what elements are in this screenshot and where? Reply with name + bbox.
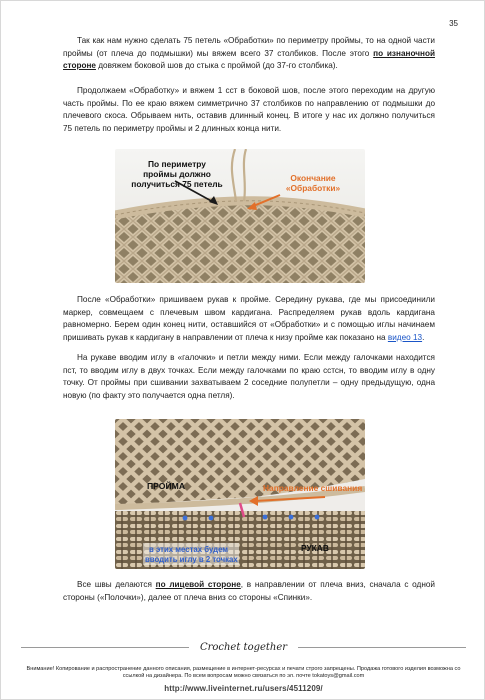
- paragraph-1-text-a: Так как нам нужно сделать 75 петель «Обработки» по периметру проймы, то на одной части проймы (от плеча до подмышки) мы вяжем всего 37 столбиков. После этого: [63, 36, 435, 58]
- svg-text:«Обработки»: [286, 183, 341, 193]
- photo2-label-proyma: ПРОЙМА: [147, 481, 186, 491]
- paragraph-1-underlined: по изнаночной стороне: [63, 48, 435, 71]
- svg-text:вводить иглу в 2 точках: [145, 555, 238, 564]
- paragraph-2: [63, 85, 435, 135]
- page-number: 35: [449, 19, 458, 28]
- paragraph-5-underlined: по лицевой стороне: [155, 580, 241, 589]
- photo1-label-left-3: получиться 75 петель: [131, 179, 223, 189]
- photo1-label-left-1: По периметру: [148, 159, 206, 169]
- photo-armhole-edging: [115, 149, 365, 283]
- video-13-link[interactable]: видео 13: [387, 332, 423, 342]
- paragraph-3-text-a: После «Обработки» пришиваем рукав к пройме. Середину рукава, где мы присоединили маркер, совмещаем с плечевым швом кардигана. Распределяем рукав вдоль кардигана равномерно. Берем один конец нити, оставшийся от «Обработки» и с помощью иглы начинаем пришивать рукав к кардигану в направлении от плеча к низу пройме как показано на: [63, 295, 435, 342]
- svg-text:получиться 75 петель: [131, 179, 222, 189]
- photo1-label-right-2: «Обработки»: [285, 183, 341, 193]
- svg-text:в этих местах будем: [149, 545, 228, 554]
- paragraph-2-text: Продолжаем «Обработку» и вяжем 1 сст в боковой шов, после этого переходим на другую часть проймы. По ее краю вяжем симметрично 37 столбиков по направлению от подмышки до плечевого скоса. Обрываем нить, оставив длинный конец. В итоге у нас их должно получиться 75 петель по периметру проймы и 2 длинных конца нити.: [63, 86, 435, 133]
- svg-text:ПРОЙМА: [147, 480, 185, 491]
- svg-text:РУКАВ: [301, 543, 329, 553]
- photo1-label-left-2: проймы должно: [143, 169, 211, 179]
- paragraph-4: [63, 352, 435, 402]
- photo2-label-sleeve: РУКАВ: [301, 543, 329, 553]
- paragraph-4-text: На рукаве вводим иглу в «галочки» и петли между ними. Если между галочками находится пст, то вводим иглу в двух точках. Если между галочками по краю сстсн, то вводим иглу в одну точку. От проймы при сшивании захватываем 2 соседние полупетли – одну предыдущую, одна новую (по факту это получается одна петля).: [63, 353, 435, 400]
- footer-brand-logo: Crochet together: [199, 642, 288, 653]
- footer-copyright-note: Внимание! Копирование и распространение данного описания, размещение в интернет-ресурсах и печати строго запрещены. Продажа готового изделия возможна со ссылкой на дизайнера. По всем вопросам можно связаться по эл. почте tokatoys@gmail.com: [26, 666, 461, 680]
- photo2-label-direction: Направление сшивания: [263, 483, 363, 493]
- paragraph-5-text-c: , в направлении от плеча вниз, сначала с одной стороны («Полочки»), далее от плеча вниз со стороны «Спинки».: [63, 580, 435, 602]
- svg-text:Окончание: [290, 173, 335, 183]
- svg-text:Направление сшивания: [263, 483, 362, 493]
- photo-sleeve-sewing: [115, 419, 365, 569]
- paragraph-3: [63, 294, 435, 344]
- svg-text:По периметру: [148, 159, 206, 169]
- paragraph-1: [63, 35, 435, 73]
- svg-text:проймы должно: [143, 169, 211, 179]
- paragraph-1-text-c: довяжем боковой шов до стыка с проймой (до 37-го столбика).: [95, 61, 338, 71]
- paragraph-5-text-a: Все швы делаются: [77, 580, 156, 589]
- watermark-url: http://www.liveinternet.ru/users/4511209/: [164, 684, 323, 693]
- photo2-label-points-2: вводить иглу в 2 точках: [145, 555, 238, 564]
- paragraph-3-text-c: .: [422, 332, 425, 342]
- photo2-label-points-1: в этих местах будем: [149, 545, 229, 554]
- paragraph-5: [63, 579, 435, 604]
- photo1-label-right-1: Окончание: [290, 173, 336, 183]
